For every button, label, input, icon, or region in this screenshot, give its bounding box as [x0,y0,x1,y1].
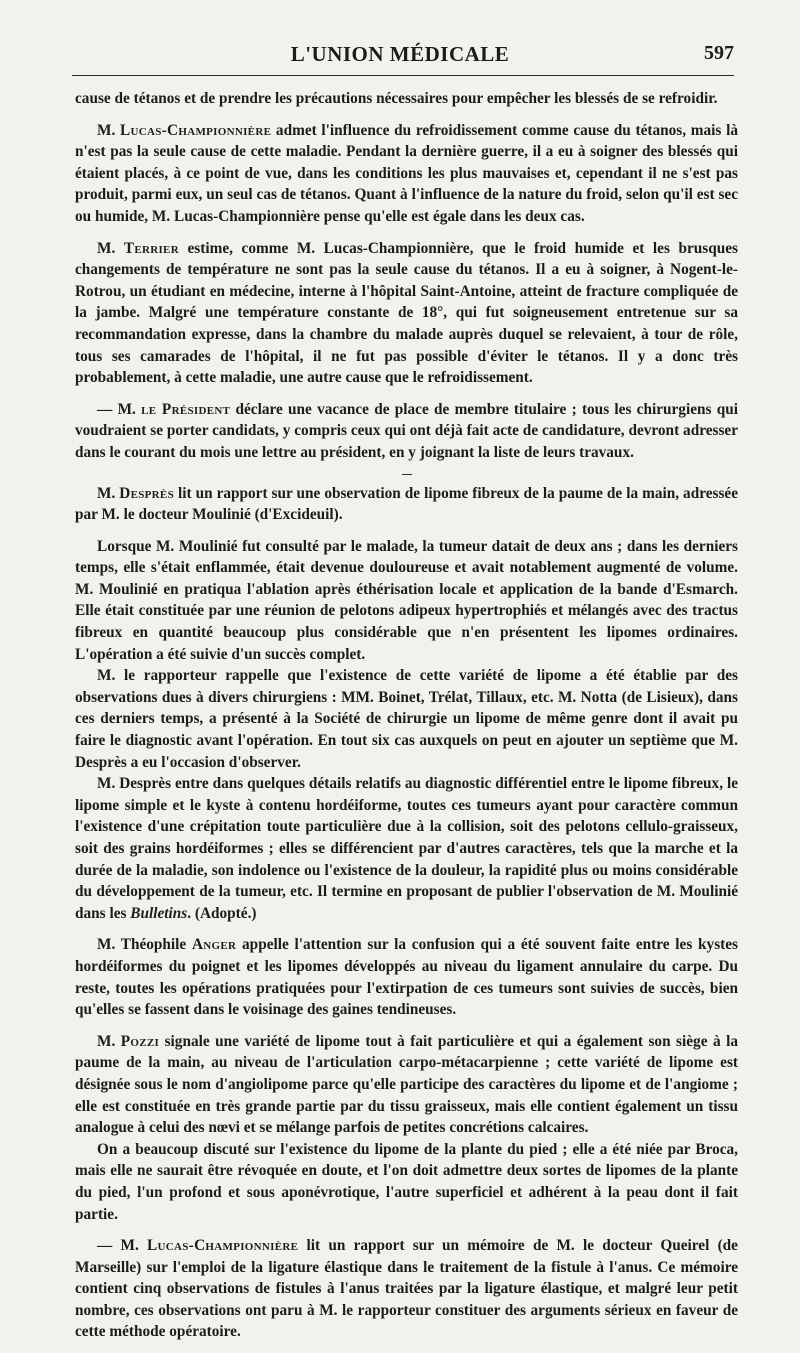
speaker-name: Terrier [123,239,179,257]
paragraph-queirel-report: — M. Lucas-Championnière lit un rapport sur un mémoire de M. le docteur Queirel (de Marseille) sur l'emploi de la ligature élastique dans le traitement de la fistule à l'anus. Ce mémoire contient cinq observations de fistules à l'anus traitées par la ligature élastique, et malgré leur petit nombre, ces observations ont paru à M. le rapporteur constituer des arguments sérieux en faveur de cette méthode opératoire. [75,1237,738,1341]
paragraph-despres-diagnostic: M. Desprès entre dans quelques détails relatifs au diagnostic différentiel entre le lipome fibreux, le lipome simple et le kyste à contenu hordéiforme, toutes ces tumeurs ayant pour caractère commun l'existence d'une crépitation toute particulière due à la collision, soit des pelotons cellulo-graisseux, soit des grains hordéiformes ; elles se différencient par d'autres caractères, tels que la marche et la durée de la maladie, son indolence ou l'existence de la douleur, la rapidité plus ou moins considérable du développement de la tumeur, etc. Il termine en proposant de publier l'observation de M. Moulinié dans les Bulletins. (Adopté.) [75,775,738,922]
paragraph-president: — M. le Président déclare une vacance de place de membre titulaire ; tous les chirurgiens qui voudraient se porter candidats, y compris ceux qui ont déjà fait acte de candidature, devront adresser dans le courant du mois une lettre au président, en y joignant la liste de leurs travaux. [75,400,738,461]
speaker-name: Lucas-Championnière [147,1237,299,1255]
header-rule [72,75,734,76]
article-body [75,88,738,1353]
paragraph-lucas-championniere: M. Lucas-Championnière admet l'influence du refroidissement comme cause du tétanos, mais là n'est pas la seule cause de cette maladie. Pendant la dernière guerre, il a eu à soigner des blessés qui étaient placés, à ce point de vue, dans les conditions les plus mauvaises et, cependant il ne s'est pas produit, parmi eux, un seul cas de tétanos. Quant à l'influence de la nature du froid, selon qu'il est sec ou humide, M. Lucas-Championnière pense qu'elle est égale dans les deux cas. [75,121,738,225]
paragraph-rapporteur: M. le rapporteur rappelle que l'existence de cette variété de lipome a été établie par des observations dues à divers chirurgiens : MM. Boinet, Trélat, Tillaux, etc. M. Notta (de Lisieux), dans ces derniers temps, a présenté à la Société de chirurgie un lipome de même genre dont il avait pu faire le diagnostic avant l'opération. En tout six cas auxquels on peut en ajouter un septième que M. Desprès a eu l'occasion d'observer. [75,667,738,771]
paragraph-despres-report: M. Desprès lit un rapport sur une observation de lipome fibreux de la paume de la main, adressée par M. le docteur Moulinié (d'Excideuil). [75,484,739,524]
journal-title: L'UNION MÉDICALE [290,42,510,66]
speaker-name: Lucas-Championnière [119,121,272,139]
section-separator [402,474,412,475]
paragraph-anger: M. Théophile Anger appelle l'attention sur la confusion qui a été souvent faite entre les kystes hordéiformes du poignet et les lipomes développés au niveau du ligament annulaire du carpe. Du reste, toutes les opérations pratiquées pour l'extirpation de ces tumeurs sont suivies de succès, bien qu'elles se fassent dans le voisinage des gaines tendineuses. [75,936,738,1019]
paragraph-continuation: cause de tétanos et de prendre les précautions nécessaires pour empêcher les blessés de se refroidir. [75,90,718,107]
speaker-name: Desprès [119,484,174,502]
speaker-name: le Président [141,400,231,418]
paragraph-plante-du-pied: On a beaucoup discuté sur l'existence du lipome de la plante du pied ; elle a été niée par Broca, mais elle ne saurait être révoquée en doute, et l'on doit admettre deux sortes de lipomes de la plante du pied, l'un profond et sous aponévrotique, l'autre superficiel et adhérent à la peau dont il fait partie. [75,1140,738,1223]
paragraph-moulinie-case: Lorsque M. Moulinié fut consulté par le malade, la tumeur datait de deux ans ; dans les derniers temps, elle s'était enflammée, était devenue douloureuse et avait notablement augmenté de volume. M. Moulinié en pratiqua l'ablation après éthérisation locale et application de la bande d'Esmarch. Elle était constituée par une réunion de pelotons adipeux hypertrophiés et mélangés avec des tractus fibreux en quantité beaucoup plus considérable que n'en présentent les lipomes ordinaires. L'opération a été suivie d'un succès complet. [75,537,738,663]
speaker-name: Pozzi [120,1032,160,1050]
speaker-name: Anger [191,936,237,954]
paragraph-terrier: M. Terrier estime, comme M. Lucas-Championnière, que le froid humide et les brusques changements de température ne sont pas la seule cause du tétanos. Il a eu à soigner, à Nogent-le-Rotrou, un étudiant en médecine, interne à l'hôpital Saint-Antoine, atteint de fracture compliquée de la jambe. Malgré une température constante de 18°, qui fut soigneusement entretenue sur sa recommandation expresse, dans la chambre du malade auprès duquel se relevaient, à tour de rôle, tous ses camarades de l'hôpital, il ne fut pas possible d'éviter le tétanos. Il y a donc très probablement, à cette maladie, une autre cause que le refroidissement. [75,239,738,387]
running-header [0,42,800,70]
paragraph-pozzi: M. Pozzi signale une variété de lipome tout à fait particulière et qui a également son siège à la paume de la main, au niveau de l'articulation carpo-métacarpienne ; cette variété de lipome est désignée sous le nom d'angiolipome parce qu'elle participe des caractères du lipome et de l'angiome ; elle est constituée en très grande partie par du tissu graisseux, mais elle contient également un tissu analogue à celui des nœvi et se mélange parfois de petites concrétions calcaires. [75,1032,738,1137]
bulletins-title: Bulletins [130,904,188,922]
page-number: 597 [704,42,734,64]
